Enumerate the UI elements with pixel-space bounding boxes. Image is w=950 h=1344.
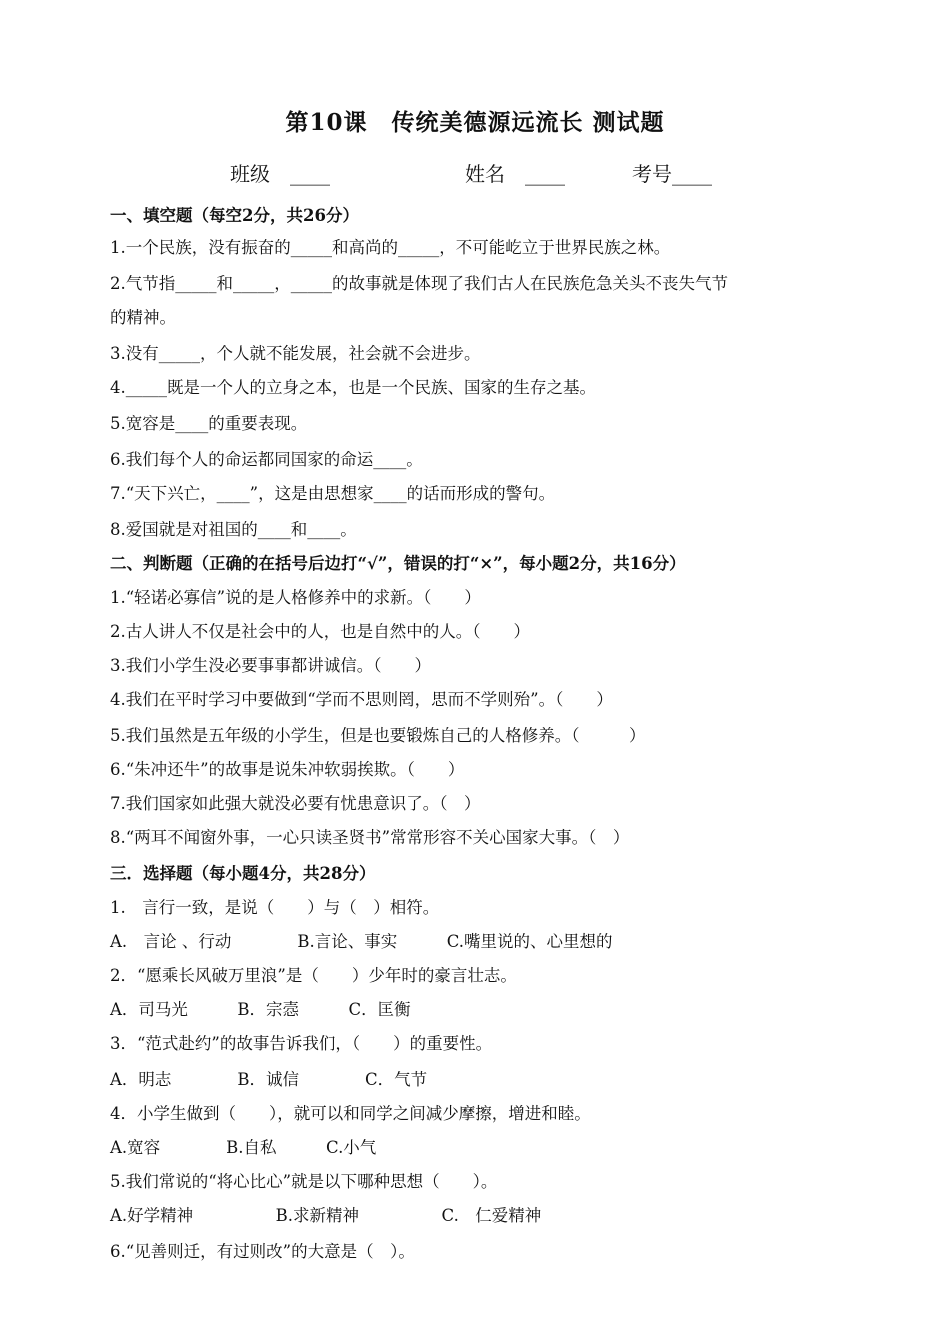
question-line: 5.我们常说的“将心比心”就是以下哪种思想（ ）。 xyxy=(110,1172,498,1191)
question-line: 4._____既是一个人的立身之本，也是一个民族、国家的生存之基。 xyxy=(110,378,596,397)
question-line: 4.我们在平时学习中要做到“学而不思则罔，思而不学则殆”。（ ） xyxy=(110,690,613,709)
page-title: 第10课 传统美德源远流长 测试题 xyxy=(285,109,665,136)
question-line: 3．“范式赴约”的故事告诉我们，（ ）的重要性。 xyxy=(110,1034,493,1053)
question-line: 8.“两耳不闻窗外事，一心只读圣贤书”常常形容不关心国家大事。（ ） xyxy=(110,828,630,847)
question-line: A．明志 B．诚信 C．气节 xyxy=(110,1070,428,1089)
question-line: 6.我们每个人的命运都同国家的命运____。 xyxy=(110,450,423,469)
question-line: 1. 言行一致，是说（ ）与（ ）相符。 xyxy=(110,898,440,917)
question-line: A.好学精神 B.求新精神 C. 仁爱精神 xyxy=(110,1206,542,1225)
section-heading: 三．选择题（每小题4分，共28分） xyxy=(110,864,376,883)
question-line: 6.“见善则迁，有过则改”的大意是（ ）。 xyxy=(110,1242,415,1261)
question-line: 7.“天下兴亡，____”，这是由思想家____的话而形成的警句。 xyxy=(110,484,556,503)
question-line: A．司马光 B．宗悫 C．匡衡 xyxy=(110,1000,411,1019)
question-line: 2.气节指_____和_____，_____的故事就是体现了我们古人在民族危急关头不丧失气节 xyxy=(110,274,728,293)
question-line: 7.我们国家如此强大就没必要有忧患意识了。（ ） xyxy=(110,794,481,813)
question-line: 1.“轻诺必寡信”说的是人格修养中的求新。（ ） xyxy=(110,588,481,607)
section-heading: 二、判断题（正确的在括号后边打“√”，错误的打“×”，每小题2分，共16分） xyxy=(110,554,686,573)
question-line: 1.一个民族，没有振奋的_____和高尚的_____，不可能屹立于世界民族之林。 xyxy=(110,238,671,257)
question-line: 2．“愿乘长风破万里浪”是（ ）少年时的豪言壮志。 xyxy=(110,966,517,985)
question-line: 8.爱国就是对祖国的____和____。 xyxy=(110,520,357,539)
question-line: 3.没有_____，个人就不能发展，社会就不会进步。 xyxy=(110,344,481,363)
question-line: 3.我们小学生没必要事事都讲诚信。（ ） xyxy=(110,656,431,675)
number-field-label: 考号____ xyxy=(632,162,712,186)
class-field-label: 班级 ____ xyxy=(230,162,330,186)
name-field-label: 姓名 ____ xyxy=(465,162,565,186)
question-line: 5.宽容是____的重要表现。 xyxy=(110,414,308,433)
question-line: 的精神。 xyxy=(110,308,176,327)
question-line: 5.我们虽然是五年级的小学生，但是也要锻炼自己的人格修养。（ ） xyxy=(110,726,646,745)
question-line: 2.古人讲人不仅是社会中的人，也是自然中的人。（ ） xyxy=(110,622,530,641)
question-line: 4．小学生做到（ ），就可以和同学之间减少摩擦，增进和睦。 xyxy=(110,1104,591,1123)
question-line: A.宽容 B.自私 C.小气 xyxy=(110,1138,377,1157)
question-line: A. 言论 、行动 B.言论、事实 C.嘴里说的、心里想的 xyxy=(110,932,613,951)
section-heading: 一、填空题（每空2分，共26分） xyxy=(110,206,359,225)
question-line: 6.“朱冲还牛”的故事是说朱冲软弱挨欺。（ ） xyxy=(110,760,465,779)
